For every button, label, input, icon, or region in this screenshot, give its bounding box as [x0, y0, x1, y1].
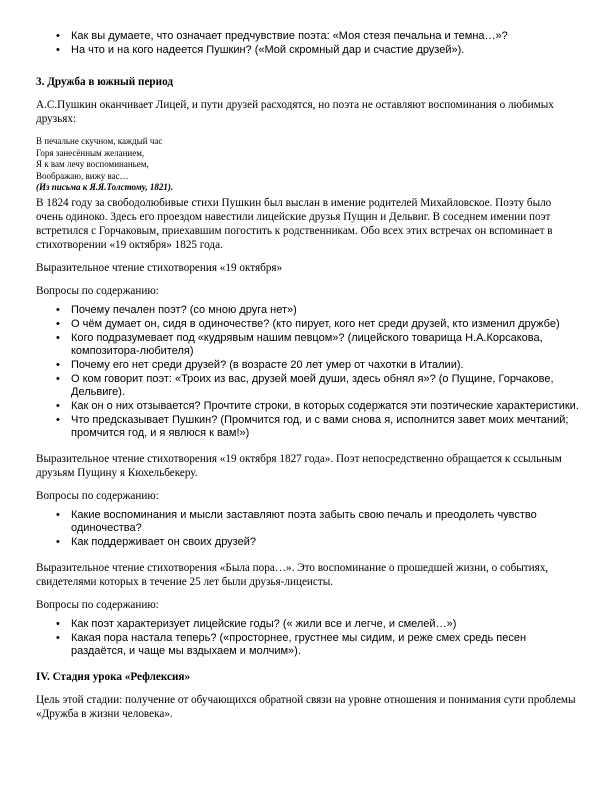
bullet-icon: •	[56, 317, 60, 330]
document-page	[36, 30, 581, 721]
questions-list-1	[36, 304, 581, 440]
list-item: • На что и на кого надеется Пушкин? («Мой скромный дар и счастие друзей»).	[56, 44, 465, 56]
bullet-icon: •	[56, 399, 60, 412]
questions-label: Вопросы по содержанию:	[36, 489, 159, 502]
list-item: • Как он о них отзывается? Прочтите строки, в которых содержатся эти поэтические характеристики.	[56, 399, 579, 412]
poem-quote	[36, 136, 581, 194]
bullet-icon: •	[56, 535, 60, 548]
bullet-icon: •	[56, 303, 60, 316]
list-item: • Какие воспоминания и мысли заставляют поэта забыть свою печаль и преодолеть чувство одиночества?	[56, 508, 537, 534]
reading-paragraph-1: Выразительное чтение стихотворения «19 октября»	[36, 261, 283, 274]
poem-line: Воображаю, вижу вас…	[36, 170, 129, 181]
list-item: • Какая пора настала теперь? («просторнее, грустнее мы сидим, и реже смех средь песен раздаётся, и чаще мы вздыхаем и молчим»).	[56, 631, 527, 657]
bullet-icon: •	[56, 631, 60, 644]
poem-line: В печальне скучном, каждый час	[36, 136, 163, 146]
questions-list-3	[36, 618, 581, 658]
list-item: • Что предсказывает Пушкин? (Промчится год, и с вами снова я, исполнится завет моих мечтаний; промчится год, и я явлюся к вам!»)	[56, 413, 569, 439]
list-item: • Кого подразумевает под «кудрявым нашим певцом»? (лицейского товарища Н.А.Корсакова, композитора-любителя)	[56, 331, 543, 357]
reading-paragraph-2: Выразительное чтение стихотворения «19 октября 1827 года». Поэт непосредственно обращается к ссыльным друзьям Пущину я Кюхельбекеру.	[36, 452, 562, 479]
bullet-icon: •	[56, 30, 60, 42]
list-item: • Как вы думаете, что означает предчувствие поэта: «Моя стезя печальна и темна…»?	[56, 30, 508, 42]
poem-line: Я к вам лечу воспоминаньем,	[36, 159, 149, 169]
bullet-icon: •	[56, 44, 60, 56]
questions-list-2	[36, 509, 581, 549]
bullet-icon: •	[56, 372, 60, 385]
questions-label: Вопросы по содержанию:	[36, 598, 159, 611]
reflection-text: Цель этой стадии: получение от обучающихся обратной связи на уровне отношения и понимания сути проблемы «Дружба в жизни человека».	[36, 693, 576, 720]
list-item: • Почему печален поэт? (со мною друга нет»)	[56, 303, 297, 316]
bullet-icon: •	[56, 413, 60, 426]
list-item: • О ком говорит поэт: «Троих из вас, друзей моей души, здесь обнял я»? (о Пущине, Горчакове, Дельвиге).	[56, 372, 554, 398]
bullet-icon: •	[56, 331, 60, 344]
poem-source: (Из письма к Я.Я.Толстому, 1821).	[36, 182, 174, 192]
reading-paragraph-3: Выразительное чтение стихотворения «Была пора…». Это воспоминание о прошедшей жизни, о событиях, свидетелями которых в течение 25 лет были друзья-лицеисты.	[36, 561, 549, 588]
questions-label: Вопросы по содержанию:	[36, 284, 159, 297]
list-item: • Как поддерживает он своих друзей?	[56, 535, 256, 548]
list-item: • О чём думает он, сидя в одиночестве? (кто пирует, кого нет среди друзей, кто изменил дружбе)	[56, 317, 560, 330]
bullet-icon: •	[56, 617, 60, 630]
section-heading-4: IV. Стадия урока «Рефлексия»	[36, 670, 191, 683]
list-item: • Почему его нет среди друзей? (в возрасте 20 лет умер от чахотки в Италии).	[56, 358, 464, 371]
bullet-icon: •	[56, 358, 60, 371]
top-bullet-list	[36, 30, 581, 57]
poem-line: Горя занесённым желанием,	[36, 147, 145, 158]
section-intro: А.С.Пушкин оканчивает Лицей, и пути друзей расходятся, но поэта не оставляют воспоминания о любимых друзьях:	[36, 99, 554, 125]
paragraph-1824: В 1824 году за свободолюбивые стихи Пушкин был выслан в имение родителей Михайловское. Поэту было очень одиноко. Здесь его проездом навестили лицейские друзья Пущин и Дельвиг. В соседнем имении поэт встретился с Горчаковым, приехавшим погостить к родственникам. Обо всех этих встречах он вспоминает в стихотворении «19 октября» 1825 года.	[36, 196, 553, 251]
section-heading-3: 3. Дружба в южный период	[36, 76, 174, 88]
list-item: • Как поэт характеризует лицейские годы? (« жили все и легче, и смелей…»)	[56, 617, 457, 630]
bullet-icon: •	[56, 508, 60, 521]
